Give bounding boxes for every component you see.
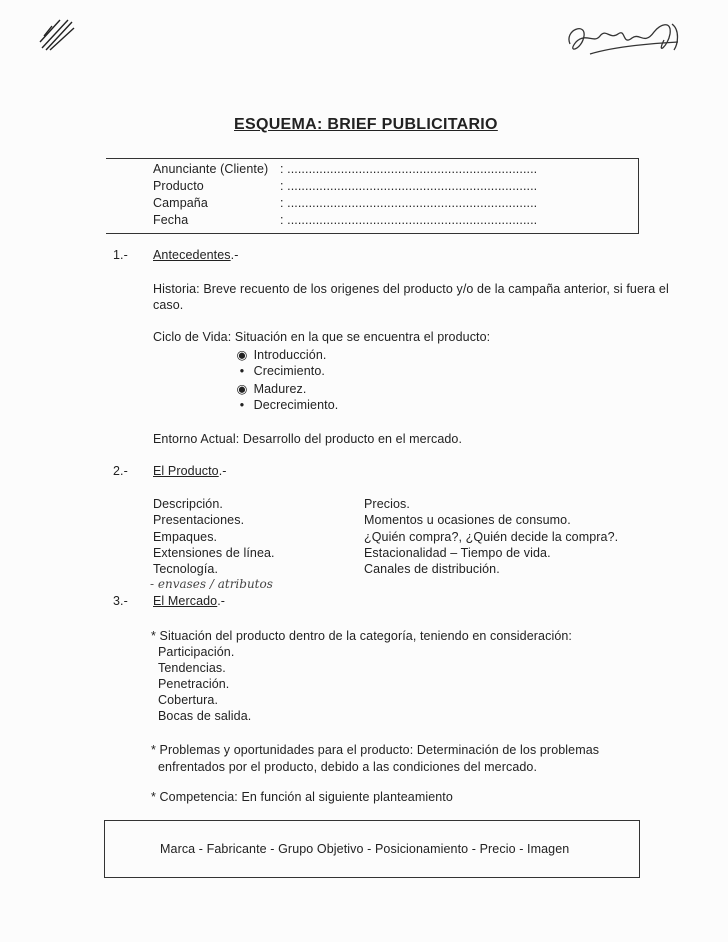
ciclo-item <box>234 398 338 412</box>
producto-item-right: Estacionalidad – Tiempo de vida. <box>364 546 551 560</box>
ciclo-item <box>234 347 326 362</box>
situacion-item: Bocas de salida. <box>158 709 252 723</box>
problemas-label: Problemas y oportunidades para el producto: <box>159 743 414 757</box>
asterisk-icon: * <box>151 743 156 757</box>
section-heading-suffix: .- <box>218 464 227 478</box>
producto-item-right: ¿Quién compra?, ¿Quién decide la compra?. <box>364 530 619 544</box>
competencia-label: Competencia: <box>159 790 238 804</box>
competencia-line <box>151 790 453 804</box>
section-number: 1.- <box>113 248 128 262</box>
situacion-item: Participación. <box>158 645 235 659</box>
problemas-text-continued: enfrentados por el producto, debido a las condiciones del mercado. <box>158 760 538 774</box>
header-field-value: : ...................................................................... <box>280 213 538 227</box>
producto-item-left: Empaques. <box>153 530 218 544</box>
handwritten-note: - envases / atributos <box>150 577 273 591</box>
section-heading-suffix: .- <box>217 594 226 608</box>
competencia-box-text: Marca - Fabricante - Grupo Objetivo - Posicionamiento - Precio - Imagen <box>160 842 570 856</box>
entorno-text: Desarrollo del producto en el mercado. <box>242 432 463 446</box>
competencia-text: En función al siguiente planteamiento <box>241 790 453 804</box>
section-heading-text: Antecedentes <box>153 248 231 262</box>
bullet-icon: • <box>239 364 245 378</box>
section-number: 2.- <box>113 464 128 478</box>
stamp-mark <box>38 14 78 54</box>
problemas-text: Determinación de los problemas <box>416 743 600 757</box>
situacion-label: Situación del producto dentro de la categoría, <box>159 629 417 643</box>
asterisk-icon: * <box>151 790 156 804</box>
header-field-value: : ...................................................................... <box>280 179 538 193</box>
situacion-item: Penetración. <box>158 677 230 691</box>
section-heading-text: El Mercado <box>153 594 218 608</box>
producto-item-left: Presentaciones. <box>153 513 245 527</box>
historia-text-continued: caso. <box>153 298 184 312</box>
problemas-line <box>151 743 599 757</box>
producto-item-right: Momentos u ocasiones de consumo. <box>364 513 571 527</box>
producto-item-right: Precios. <box>364 497 410 511</box>
document-title: ESQUEMA: BRIEF PUBLICITARIO <box>234 116 498 133</box>
ciclo-line <box>153 330 490 344</box>
situacion-item: Cobertura. <box>158 693 219 707</box>
producto-item-left: Descripción. <box>153 497 223 511</box>
historia-line <box>153 282 669 296</box>
circled-bullet-icon: ◉ <box>236 348 248 362</box>
header-field-value: : ...................................................................... <box>280 196 538 210</box>
header-field-label: Fecha <box>153 213 189 227</box>
header-field-label: Anunciante (Cliente) <box>153 162 269 176</box>
ciclo-item-label: Madurez. <box>253 382 307 396</box>
ciclo-item <box>234 364 325 378</box>
section-number: 3.- <box>113 594 128 608</box>
producto-item-left: Extensiones de línea. <box>153 546 275 560</box>
header-field-label: Producto <box>153 179 204 193</box>
situacion-item: Tendencias. <box>158 661 226 675</box>
ciclo-item-label: Crecimiento. <box>253 364 325 378</box>
section-heading <box>153 248 239 262</box>
situacion-text: teniendo en consideración: <box>419 629 572 643</box>
ciclo-item-label: Decrecimiento. <box>253 398 339 412</box>
section-heading <box>153 464 227 478</box>
ciclo-label: Ciclo de Vida: <box>153 330 232 344</box>
entorno-line <box>153 432 462 446</box>
handwritten-signature <box>560 14 690 74</box>
bullet-icon: • <box>239 398 245 412</box>
ciclo-item <box>234 381 306 396</box>
section-heading-text: El Producto <box>153 464 219 478</box>
historia-label: Historia: <box>153 282 200 296</box>
section-heading-suffix: .- <box>230 248 239 262</box>
ciclo-text: Situación en la que se encuentra el producto: <box>234 330 491 344</box>
historia-text: Breve recuento de los origenes del producto y/o de la campaña anterior, si fuera el <box>203 282 669 296</box>
producto-item-right: Canales de distribución. <box>364 562 500 576</box>
entorno-label: Entorno Actual: <box>153 432 240 446</box>
header-field-label: Campaña <box>153 196 208 210</box>
header-field-value: : ...................................................................... <box>280 162 538 176</box>
asterisk-icon: * <box>151 629 156 643</box>
producto-item-left: Tecnología. <box>153 562 219 576</box>
ciclo-item-label: Introducción. <box>253 348 327 362</box>
section-heading <box>153 594 225 608</box>
situacion-line <box>151 629 572 643</box>
circled-bullet-icon: ◉ <box>236 382 248 396</box>
